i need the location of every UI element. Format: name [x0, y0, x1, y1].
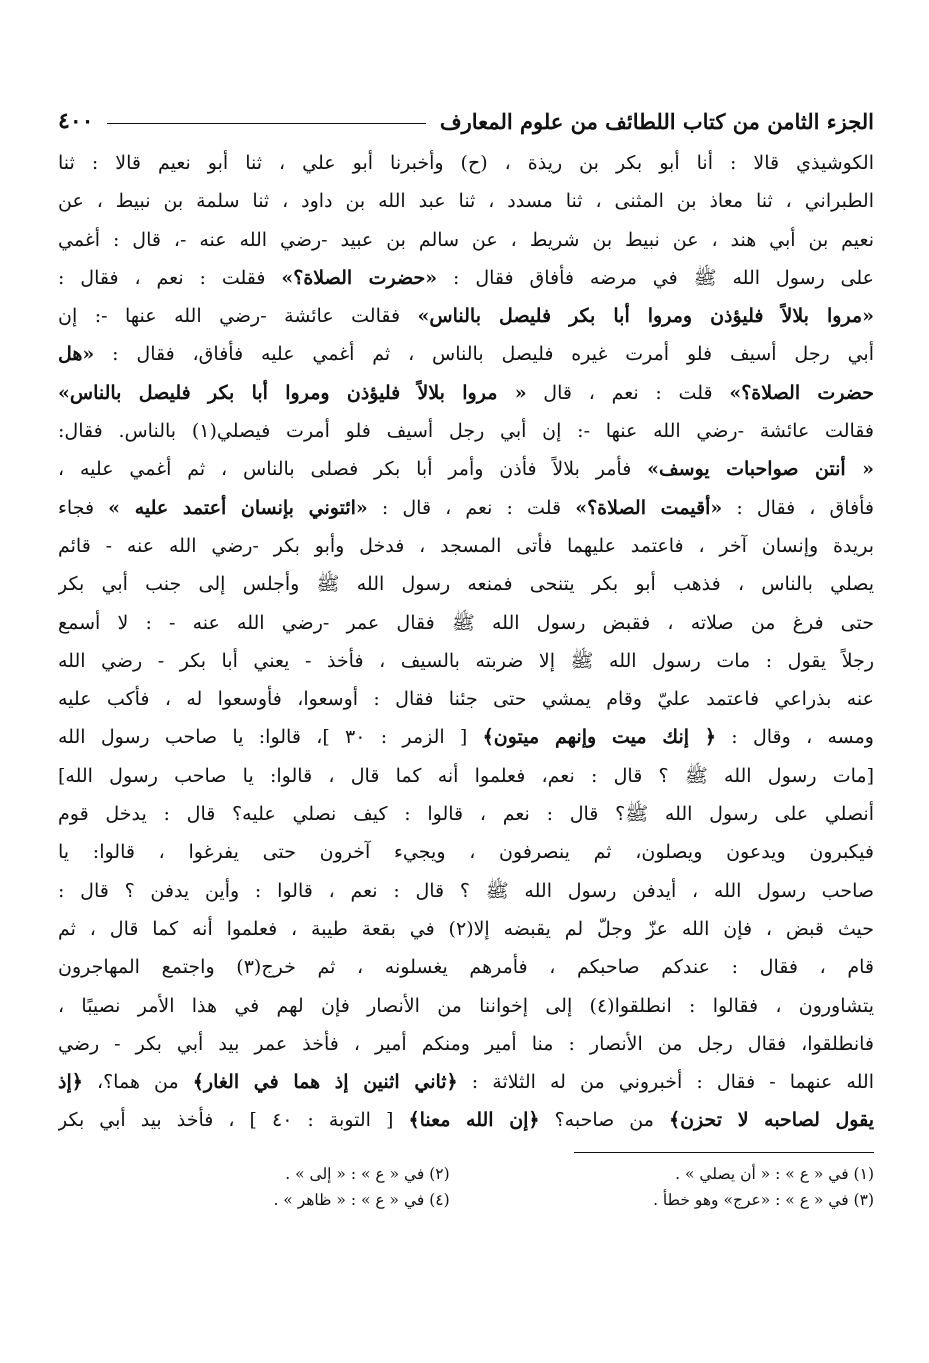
text-line	[58, 987, 874, 1025]
text-run: قلت : نعم ، قال :	[367, 496, 576, 519]
text-run: حيث قبض ، فإن الله عزّ وجلّ لم يقبضه إلا(٢) في بقعة طيبة ، فعلموا أنه كما قال ، ثم	[58, 917, 874, 940]
text-run: نعيم بن أبي هند ، عن نبيط بن شريط ، عن سالم بن عبيد -رضي الله عنه -، قال : أغمي	[58, 228, 874, 251]
text-run: فقالت عائشة -رضي الله عنها -: إن	[58, 305, 418, 328]
text-line	[58, 1063, 874, 1101]
text-line	[58, 1025, 874, 1063]
text-run: حتى فرغ من صلاته ، فقبض رسول الله ﷺ فقال عمر -رضي الله عنه - : لا أسمع	[58, 611, 874, 634]
text-line	[58, 565, 874, 603]
text-line	[58, 297, 874, 335]
bold-quote: « أنتن صواحبات يوسف»	[647, 458, 874, 481]
text-run: فانطلقوا، فقال رجل من الأنصار : منا أمير ومنكم أمير ، فأخذ عمر بيد أبي بكر - رضي	[58, 1032, 874, 1055]
text-line	[58, 335, 874, 373]
text-line	[58, 221, 874, 259]
bold-quote: «أقيمت الصلاة؟»	[575, 496, 723, 519]
text-line	[58, 718, 874, 756]
body-text	[58, 144, 874, 1140]
bold-quote: ﴿إن الله معنا﴾	[408, 1109, 540, 1132]
footnote-1: (١) في « ع » : « أن يصلي » .	[675, 1164, 874, 1183]
text-run: فأمر بلالاً فأذن وأمر أبا بكر فصلى بالناس ، ثم أغمي عليه ،	[58, 458, 648, 481]
text-run: فقالت عائشة -رضي الله عنها -: إن أبي رجل أسيف فلو أمرت فيصلي(١) بالناس. فقال:	[58, 420, 874, 443]
text-run: على رسول الله ﷺ في مرضه فأفاق فقال :	[437, 266, 874, 289]
text-run: فجاء	[58, 496, 109, 519]
text-line	[58, 450, 874, 488]
text-line	[58, 259, 874, 297]
text-run: بريدة وإنسان آخر ، فاعتمد عليهما فأتى المسجد ، فدخل وأبو بكر -رضي الله عنه - قائم	[58, 534, 874, 557]
text-line	[58, 795, 874, 833]
bold-quote: ﴿إذ	[58, 1071, 83, 1094]
bold-quote: ﴿ إنك ميت وإنهم ميتون﴾	[482, 726, 716, 749]
text-line	[58, 374, 874, 412]
text-line	[58, 144, 874, 182]
bold-quote: حضرت الصلاة؟»	[729, 381, 874, 404]
bold-quote: «حضرت الصلاة؟»	[281, 266, 438, 289]
text-run: فأفاق ، فقال :	[722, 496, 874, 519]
header-rule	[107, 123, 425, 124]
text-line	[58, 757, 874, 795]
footnote-4: (٤) في « ع » : « ظاهر » .	[273, 1190, 450, 1209]
text-line	[58, 680, 874, 718]
bold-quote: ﴿ثاني اثنين إذ هما في الغار﴾	[192, 1071, 458, 1094]
footnote-2: (٢) في « ع » : « إلى » .	[285, 1164, 450, 1183]
bold-quote: يقول لصاحبه لا تحزن﴾	[668, 1109, 874, 1132]
text-line	[58, 872, 874, 910]
text-run: أنصلي على رسول الله ﷺ؟ قال : نعم ، قالوا : كيف نصلي عليه؟ قال : يدخل قوم	[58, 803, 874, 826]
page-number: ٤٠٠	[58, 108, 94, 134]
text-run: قلت : نعم ، قال	[526, 381, 730, 404]
footnote-3: (٣) في « ع » : «عرج» وهو خطأ .	[653, 1190, 874, 1209]
text-line	[58, 833, 874, 871]
text-run: [ التوبة : ٤٠ ] ، فأخذ بيد أبي بكر	[58, 1109, 409, 1132]
footnote-row	[58, 1187, 874, 1213]
text-run: [مات رسول الله ﷺ ؟ قال : نعم، فعلموا أنه كما قال ، قالوا: يا صاحب رسول الله]	[58, 764, 874, 787]
footnote-row	[58, 1161, 874, 1187]
text-line	[58, 910, 874, 948]
footnotes	[58, 1161, 874, 1213]
text-run: عنه بذراعي فاعتمد عليّ وقام يمشي حتى جئنا فقال : أوسعوا، فأوسعوا له ، فأكب عليه	[58, 688, 874, 711]
text-run: فقلت : نعم ، فقال :	[58, 266, 282, 289]
text-run: ومسه ، وقال :	[716, 726, 874, 749]
text-line	[58, 1101, 874, 1139]
text-run: الطبراني ، ثنا معاذ بن المثنى ، ثنا مسدد ، ثنا عبد الله بن داود ، ثنا سلمة بن نبيط ، عن	[58, 190, 874, 213]
text-line	[58, 182, 874, 220]
footnote-separator	[574, 1152, 874, 1153]
bold-quote: «ائتوني بإنسان أعتمد عليه »	[108, 496, 368, 519]
text-run: من صاحبه؟	[539, 1109, 669, 1132]
page-header	[58, 88, 874, 134]
text-run: قام ، فقال : عندكم صاحبكم ، فأمرهم يغسلونه ، ثم خرج(٣) واجتمع المهاجرون	[58, 956, 874, 979]
running-title: الجزء الثامن من كتاب اللطائف من علوم المعارف	[439, 109, 874, 134]
text-line	[58, 489, 874, 527]
text-line	[58, 948, 874, 986]
text-run: يصلي بالناس ، فذهب أبو بكر يتنحى فمنعه رسول الله ﷺ وأجلس إلى جنب أبي بكر	[58, 573, 874, 596]
bold-quote: «مروا بلالاً فليؤذن ومروا أبا بكر فليصل بالناس»	[417, 305, 874, 328]
text-run: يتشاورون ، فقالوا : انطلقوا(٤) إلى إخواننا من الأنصار فإن لهم في هذا الأمر نصيبًا ،	[58, 994, 874, 1017]
text-run: أبي رجل أسيف فلو أمرت غيره فليصل بالناس ، ثم أغمي عليه فأفاق، فقال :	[94, 343, 874, 366]
text-run: صاحب رسول الله ، أيدفن رسول الله ﷺ ؟ قال : نعم ، قالوا : وأين يدفن ؟ قال :	[58, 879, 874, 902]
text-run: من هما؟،	[82, 1071, 193, 1094]
text-run: الله عنهما - فقال : أخبروني من له الثلاثة :	[457, 1071, 874, 1094]
text-run: الكوشيذي قالا : أنا أبو بكر بن ريذة ، (ح) وأخبرنا أبو علي ، ثنا أبو نعيم قالا : ثنا	[58, 152, 874, 174]
bold-quote: « مروا بلالاً فليؤذن ومروا أبا بكر فليصل بالناس»	[58, 381, 527, 404]
text-run: رجلاً يقول : مات رسول الله ﷺ إلا ضربته بالسيف ، فأخذ - يعني أبا بكر - رضي الله	[58, 649, 874, 672]
text-line	[58, 412, 874, 450]
text-run: فيكبرون ويدعون ويصلون، ثم ينصرفون ، ويجيء آخرون حتى يفرغوا ، قالوا: يا	[58, 841, 874, 864]
text-line	[58, 642, 874, 680]
text-line	[58, 527, 874, 565]
bold-quote: «هل	[58, 343, 95, 366]
text-run: [ الزمر : ٣٠ ]، قالوا: يا صاحب رسول الله	[58, 726, 483, 749]
document-page	[58, 88, 874, 1213]
text-line	[58, 604, 874, 642]
